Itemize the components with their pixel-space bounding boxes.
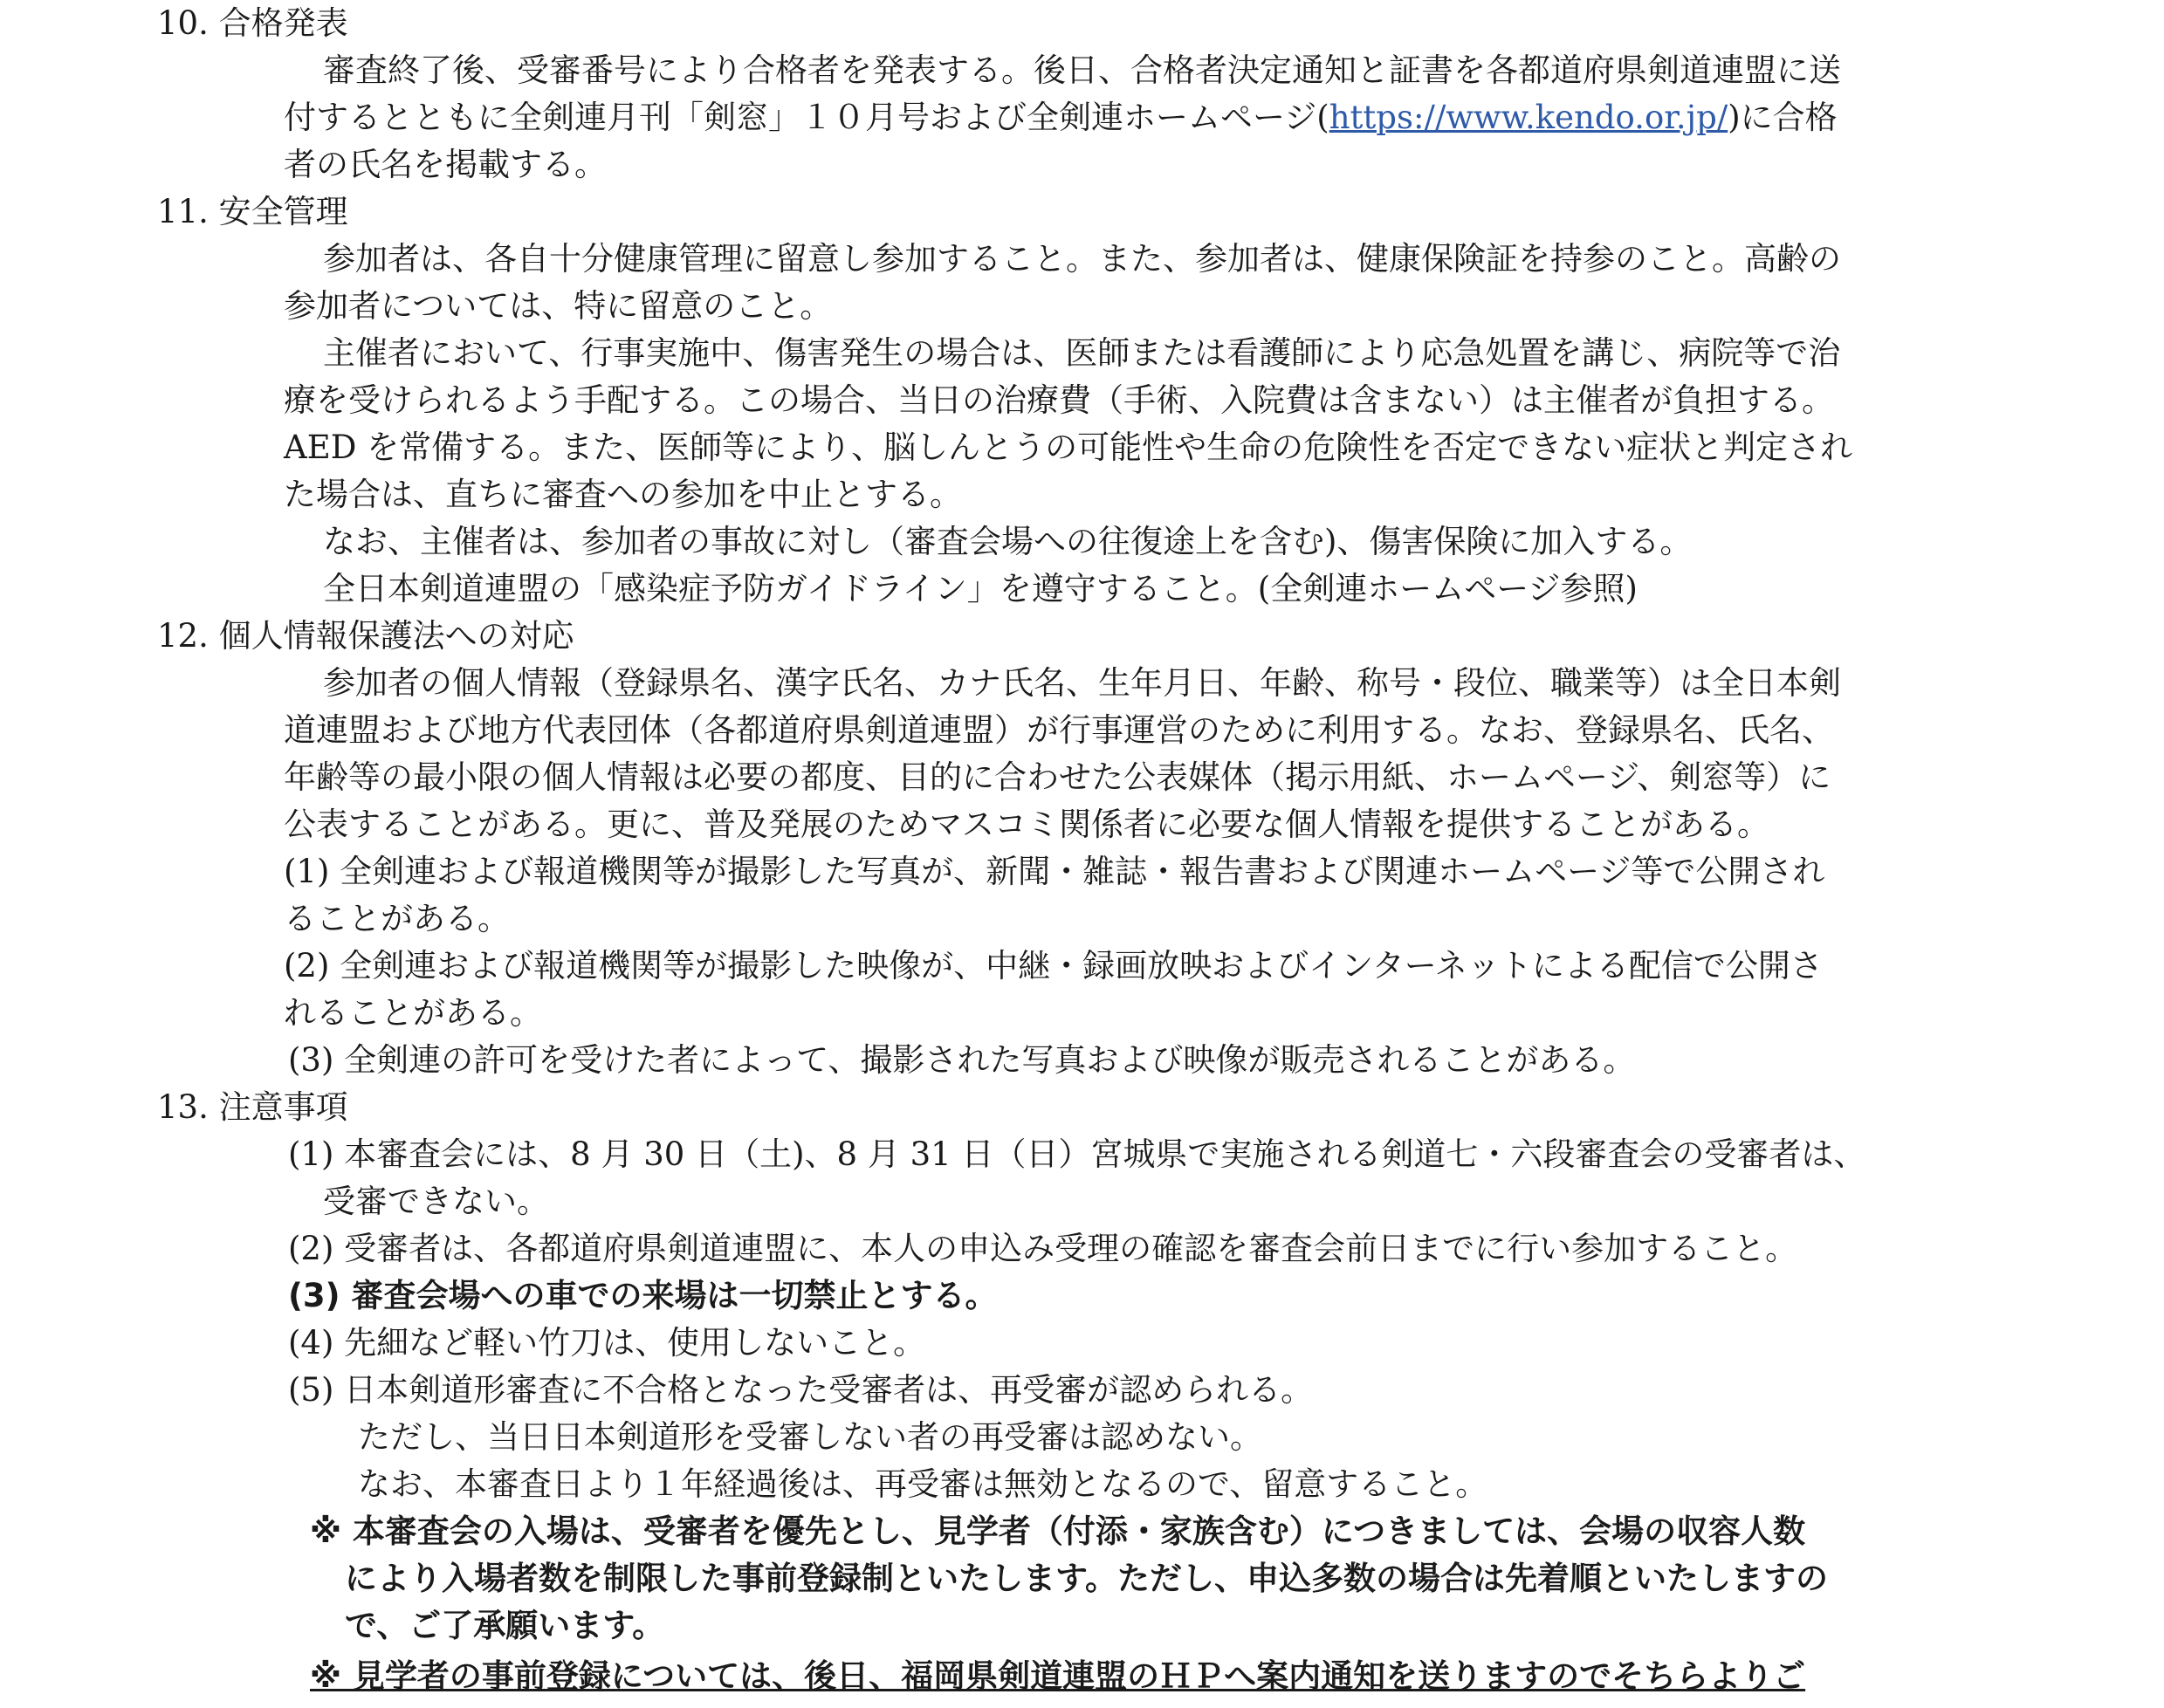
section-12-line-4: 公表することがある。更に、普及発展のためマスコミ関係者に必要な個人情報を提供することがある。 (284, 806, 1769, 843)
visitor-note-1-cont-2: で、ご了承願います。 (345, 1607, 665, 1644)
section-11-line-2: 参加者については、特に留意のこと。 (284, 287, 833, 325)
section-13-item-3: (3) 審査会場への車での来場は一切禁止とする。 (288, 1277, 998, 1314)
section-11-line-5: AED を常備する。また、医師等により、脳しんとうの可能性や生命の危険性を否定できない症状と判定され (284, 429, 1853, 466)
section-10-line-3: 者の氏名を掲載する。 (284, 146, 607, 183)
visitor-note-2: ※ 見学者の事前登録については、後日、福岡県剣道連盟のＨＰへ案内通知を送りますのでそちらよりご (310, 1657, 1806, 1695)
section-11-line-4: 療を受けられるよう手配する。この場合、当日の治療費（手術、入院費は含まない）は主催者が負担する。 (284, 381, 1834, 419)
section-13-item-5-note-2: なお、本審査日より１年経過後は、再受審は無効となるので、留意すること。 (358, 1465, 1488, 1503)
section-12-item-3: (3) 全剣連の許可を受けた者によって、撮影された写真および映像が販売されることがある。 (288, 1041, 1636, 1079)
section-11-line-3: 主催者において、行事実施中、傷害発生の場合は、医師または看護師により応急処置を講じ、病院等で治 (323, 334, 1841, 372)
section-13-heading: 13. 注意事項 (157, 1088, 348, 1126)
section-11-line-6: た場合は、直ちに審査への参加を中止とする。 (284, 476, 962, 513)
section-10-line-2-end: )に合格 (1728, 99, 1838, 136)
section-12-item-1-cont: ることがある。 (284, 900, 510, 937)
section-13-item-2: (2) 受審者は、各都道府県剣道連盟に、本人の申込み受理の確認を審査会前日までに行い参加すること。 (288, 1230, 1798, 1267)
section-11-line-8: 全日本剣道連盟の「感染症予防ガイドライン」を遵守すること。(全剣連ホームページ参照) (323, 570, 1638, 607)
section-13-item-1-cont: 受審できない。 (323, 1183, 549, 1220)
section-12-heading: 12. 個人情報保護法への対応 (157, 617, 574, 655)
section-10-line-2-start: 付するとともに全剣連月刊「剣窓」１０月号および全剣連ホームページ( (284, 99, 1329, 136)
kendo-homepage-link[interactable]: https://www.kendo.or.jp/ (1329, 99, 1728, 136)
section-12-line-3: 年齢等の最小限の個人情報は必要の都度、目的に合わせた公表媒体（掲示用紙、ホームページ、剣窓等）に (284, 758, 1831, 796)
section-13-item-5-note-1: ただし、当日日本剣道形を受審しない者の再受審は認めない。 (358, 1418, 1262, 1456)
section-11-line-1: 参加者は、各自十分健康管理に留意し参加すること。また、参加者は、健康保険証を持参のこと。高齢の (323, 240, 1841, 278)
section-12-item-2-cont: れることがある。 (284, 994, 542, 1032)
section-13-item-5: (5) 日本剣道形審査に不合格となった受審者は、再受審が認められる。 (288, 1371, 1314, 1409)
section-12-line-2: 道連盟および地方代表団体（各都道府県剣道連盟）が行事運営のために利用する。なお、登録県名、氏名、 (284, 711, 1834, 749)
section-13-item-1: (1) 本審査会には、8 月 30 日（土)、8 月 31 日（日）宮城県で実施される剣道七・六段審査会の受審者は、 (288, 1135, 1866, 1173)
section-10-line-1: 審査終了後、受審番号により合格者を発表する。後日、合格者決定通知と証書を各都道府県剣道連盟に送 (323, 51, 1841, 89)
section-12-line-1: 参加者の個人情報（登録県名、漢字氏名、カナ氏名、生年月日、年齢、称号・段位、職業等）は全日本剣 (323, 664, 1841, 702)
section-10-heading: 10. 合格発表 (157, 4, 348, 42)
visitor-note-1-cont-1: により入場者数を制限した事前登録制といたします。ただし、申込多数の場合は先着順といたしますの (345, 1560, 1829, 1597)
section-10-line-2 (284, 96, 1838, 140)
section-13-item-4: (4) 先細など軽い竹刀は、使用しないこと。 (288, 1324, 926, 1362)
section-12-item-1: (1) 全剣連および報道機関等が撮影した写真が、新聞・雑誌・報告書および関連ホームページ等で公開され (284, 853, 1825, 890)
visitor-note-1: ※ 本審査会の入場は、受審者を優先とし、見学者（付添・家族含む）につきましては、会場の収容人数 (310, 1513, 1806, 1550)
section-12-item-2: (2) 全剣連および報道機関等が撮影した映像が、中継・録画放映およびインターネットによる配信で公開さ (284, 947, 1823, 984)
section-11-heading: 11. 安全管理 (157, 193, 348, 230)
section-11-line-7: なお、主催者は、参加者の事故に対し（審査会場への往復途上を含む)、傷害保険に加入する。 (323, 523, 1693, 560)
